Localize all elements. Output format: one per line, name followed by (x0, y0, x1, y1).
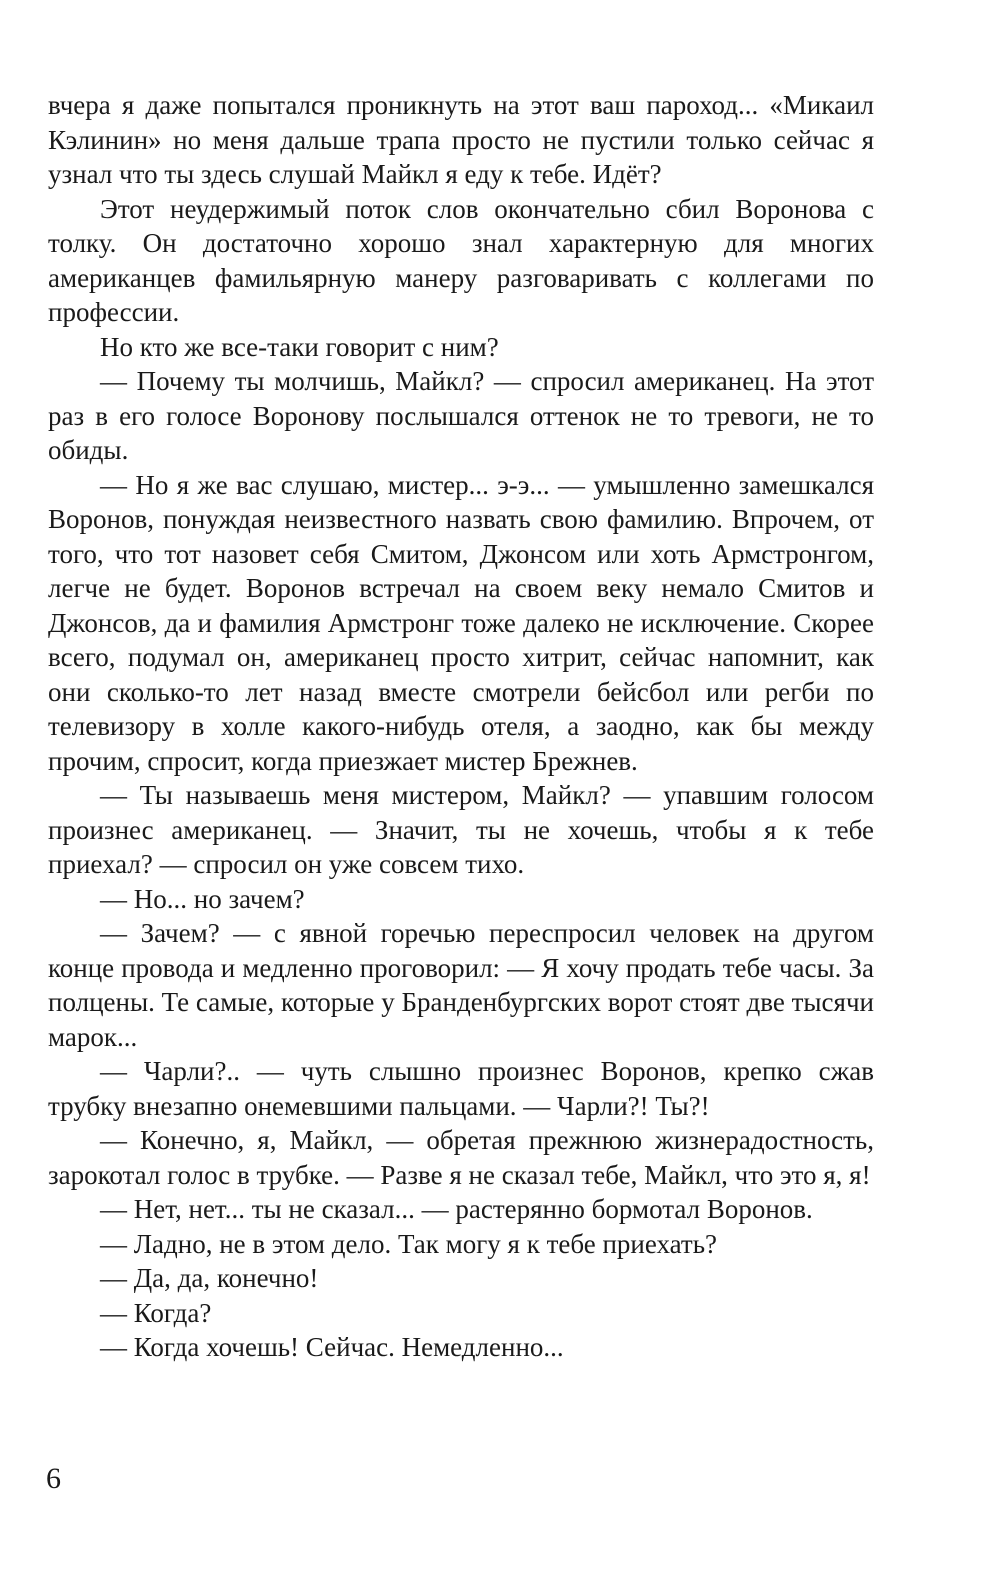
paragraph: Этот неудержимый поток слов окончательно сбил Воронова с толку. Он достаточно хорошо знал характерную для многих американцев фамильярную манеру разговаривать с коллегами по профессии. (48, 193, 874, 327)
paragraph: Но кто же все-таки говорит с ним? (100, 331, 499, 362)
body-text (48, 88, 874, 1365)
paragraph: — Конечно, я, Майкл, — обретая прежнюю жизнерадостность, зарокотал голос в трубке. — Разве я не сказал тебе, Майкл, что это я, я! (48, 1125, 874, 1190)
paragraph: — Ты называешь меня мистером, Майкл? — упавшим голосом произнес американец. — Значит, ты не хочешь, чтобы я к тебе приехал? — спросил он уже совсем тихо. (48, 780, 874, 879)
paragraph: — Почему ты молчишь, Майкл? — спросил американец. На этот раз в его голосе Воронову послышался оттенок не то тревоги, не то обиды. (48, 366, 874, 465)
paragraph: — Когда хочешь! Сейчас. Немедленно... (100, 1332, 564, 1362)
paragraph: — Но... но зачем? (100, 883, 305, 914)
paragraph: — Да, да, конечно! (100, 1263, 319, 1293)
paragraph: — Чарли?.. — чуть слышно произнес Воронов, крепко сжав трубку внезапно онемевшими пальцами. — Чарли?! Ты?! (48, 1056, 874, 1121)
paragraph: вчера я даже попытался проникнуть на этот ваш пароход... «Микаил Кэлинин» но меня дальше трапа просто не пустили только сейчас я узнал что ты здесь слушай Майкл я еду к тебе. Идёт? (48, 90, 874, 189)
page-number: 6 (46, 1462, 61, 1495)
paragraph: — Когда? (100, 1297, 212, 1328)
paragraph: — Нет, нет... ты не сказал... — растерянно бормотал Воронов. (100, 1194, 813, 1224)
paragraph: — Но я же вас слушаю, мистер... э-э... — умышленно замешкался Воронов, понуждая неизвестного назвать свою фамилию. Впрочем, от того, что тот назовет себя Смитом, Джонсом или хоть Армстронгом, легче не будет. Воронов встречал на своем веку немало Смитов и Джонсов, да и фамилия Армстронг тоже далеко не исключение. Скорее всего, подумал он, американец просто хитрит, сейчас напомнит, как они сколько-то лет назад вместе смотрели бейсбол или регби по телевизору в холле какого-нибудь отеля, а заодно, как бы между прочим, спросит, когда приезжает мистер Брежнев. (48, 469, 874, 776)
paragraph: — Зачем? — с явной горечью переспросил человек на другом конце провода и медленно проговорил: — Я хочу продать тебе часы. За полцены. Те самые, которые у Бранденбургских ворот стоят две тысячи марок... (48, 918, 874, 1052)
paragraph: — Ладно, не в этом дело. Так могу я к тебе приехать? (100, 1228, 718, 1259)
